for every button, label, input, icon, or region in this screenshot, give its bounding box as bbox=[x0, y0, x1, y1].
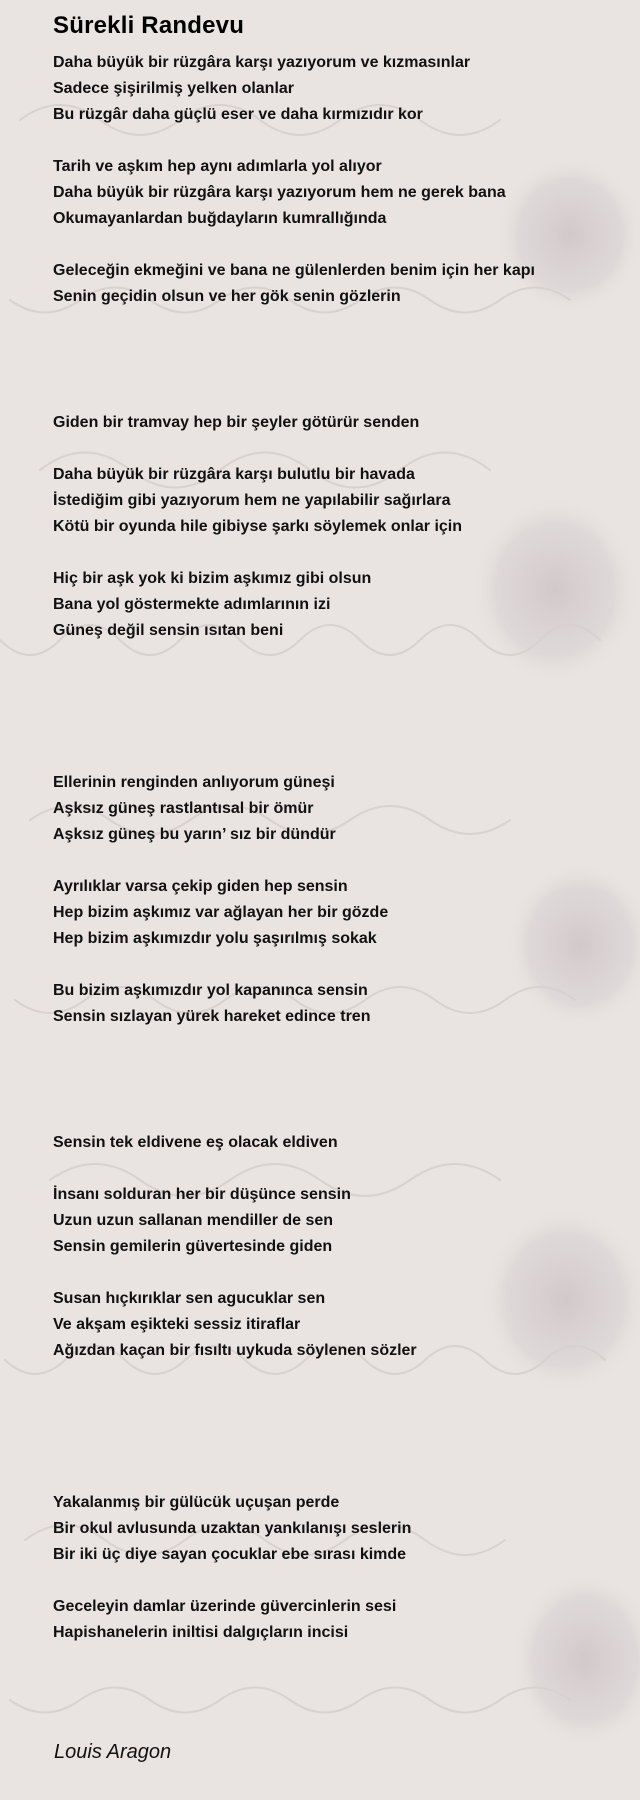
poem-line: Bana yol göstermekte adımlarının izi bbox=[53, 596, 331, 613]
poem-line: Susan hıçkırıklar sen agucuklar sen bbox=[53, 1290, 326, 1307]
poem-line: Bu bizim aşkımızdır yol kapanınca sensin bbox=[53, 982, 368, 999]
poem-line: İstediğim gibi yazıyorum hem ne yapılabilir sağırlara bbox=[53, 492, 451, 509]
poem-line: Tarih ve aşkım hep aynı adımlarla yol alıyor bbox=[53, 158, 382, 175]
poem-line: Geleceğin ekmeğini ve bana ne gülenlerden benim için her kapı bbox=[53, 262, 535, 279]
poem-line: Bu rüzgâr daha güçlü eser ve daha kırmızıdır kor bbox=[53, 106, 423, 123]
poem-line: Yakalanmış bir gülücük uçuşan perde bbox=[53, 1494, 340, 1511]
poem-line: Aşksız güneş rastlantısal bir ömür bbox=[53, 800, 314, 817]
poem-line: Geceleyin damlar üzerinde güvercinlerin sesi bbox=[53, 1598, 397, 1615]
poem-line: Ağızdan kaçan bir fısıltı uykuda söylenen sözler bbox=[53, 1342, 417, 1359]
poem-line: Sensin sızlayan yürek hareket edince tren bbox=[53, 1008, 371, 1025]
poem-line: Kötü bir oyunda hile gibiyse şarkı söylemek onlar için bbox=[53, 518, 463, 535]
poem-line: Ve akşam eşikteki sessiz itiraflar bbox=[53, 1316, 301, 1333]
poem-line: Bir okul avlusunda uzaktan yankılanışı seslerin bbox=[53, 1520, 412, 1537]
poem-line: Senin geçidin olsun ve her gök senin gözlerin bbox=[53, 288, 401, 305]
poem-line: Hiç bir aşk yok ki bizim aşkımız gibi olsun bbox=[53, 570, 372, 587]
poem-line: Ellerinin renginden anlıyorum güneşi bbox=[53, 774, 335, 791]
ink-blots bbox=[470, 155, 640, 1750]
poem-line: Bir iki üç diye sayan çocuklar ebe sırası kimde bbox=[53, 1546, 407, 1563]
poem-line: Daha büyük bir rüzgâra karşı yazıyorum hem ne gerek bana bbox=[53, 184, 506, 201]
poem-author: Louis Aragon bbox=[54, 1741, 172, 1763]
poem-line: Daha büyük bir rüzgâra karşı bulutlu bir havada bbox=[53, 466, 415, 483]
poem-line: Daha büyük bir rüzgâra karşı yazıyorum ve kızmasınlar bbox=[53, 54, 471, 71]
poem-line: Hapishanelerin iniltisi dalgıçların incisi bbox=[53, 1624, 349, 1641]
poem-line: Hep bizim aşkımız var ağlayan her bir gözde bbox=[53, 904, 389, 921]
poem-title: Sürekli Randevu bbox=[53, 12, 245, 39]
poem-line: Ayrılıklar varsa çekip giden hep sensin bbox=[53, 878, 348, 895]
poem-line: Sensin gemilerin güvertesinde giden bbox=[53, 1238, 333, 1255]
poem-line: Uzun uzun sallanan mendiller de sen bbox=[53, 1212, 334, 1229]
poem-line: Hep bizim aşkımızdır yolu şaşırılmış sokak bbox=[53, 930, 377, 947]
poem-line: İnsanı solduran her bir düşünce sensin bbox=[53, 1186, 351, 1203]
poem-line: Okumayanlardan buğdayların kumrallığında bbox=[53, 210, 387, 227]
poem-line: Sadece şişirilmiş yelken olanlar bbox=[53, 80, 295, 97]
poem-line: Giden bir tramvay hep bir şeyler götürür senden bbox=[53, 414, 420, 431]
poem-line: Aşksız güneş bu yarın’ sız bir dündür bbox=[53, 826, 336, 843]
poem-line: Güneş değil sensin ısıtan beni bbox=[53, 622, 284, 639]
poem-line: Sensin tek eldivene eş olacak eldiven bbox=[53, 1134, 338, 1151]
